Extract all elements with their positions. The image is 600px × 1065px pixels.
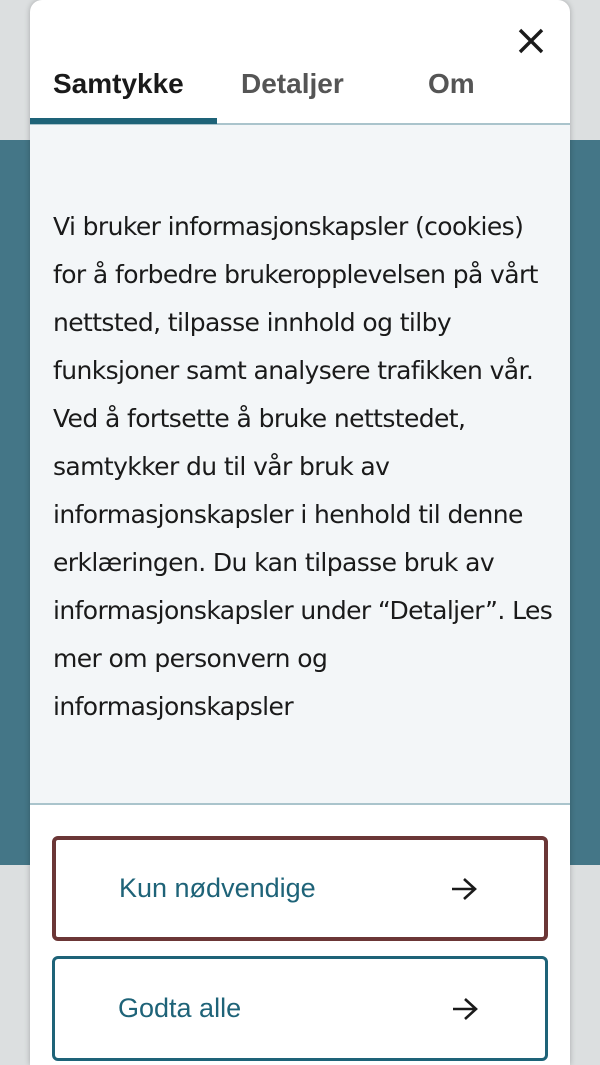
tab-bar (30, 60, 570, 125)
arrow-right-icon (451, 996, 479, 1022)
tab-about[interactable]: Om (428, 68, 475, 99)
accept-all-label: Godta alle (118, 993, 242, 1023)
tab-details[interactable]: Detaljer (241, 68, 344, 99)
consent-text: Vi bruker informasjonskapsler (cookies) for å forbedre brukeropplevelsen på vårt nettsted, tilpasse innhold og tilby funksjoner samt analysere trafikken vår. Ved å fortsette å bruke nettstedet, samtykker du til vår bruk av informasjonskapsler i henhold til denne erklæringen. Du kan tilpasse bruk av informasjonskapsler under “Detaljer”. Les mer om personvern og informasjonskapsler (53, 212, 553, 721)
consent-content (30, 125, 570, 803)
only-necessary-button[interactable] (52, 836, 548, 941)
tab-consent[interactable]: Samtykke (53, 68, 184, 99)
divider (30, 803, 570, 805)
only-necessary-label: Kun nødvendige (119, 873, 316, 903)
active-tab-indicator (30, 118, 217, 124)
accept-all-button[interactable] (52, 956, 548, 1061)
close-button[interactable] (514, 24, 548, 58)
close-icon (518, 28, 544, 54)
arrow-right-icon (450, 876, 478, 902)
cookie-consent-dialog (30, 0, 570, 1065)
